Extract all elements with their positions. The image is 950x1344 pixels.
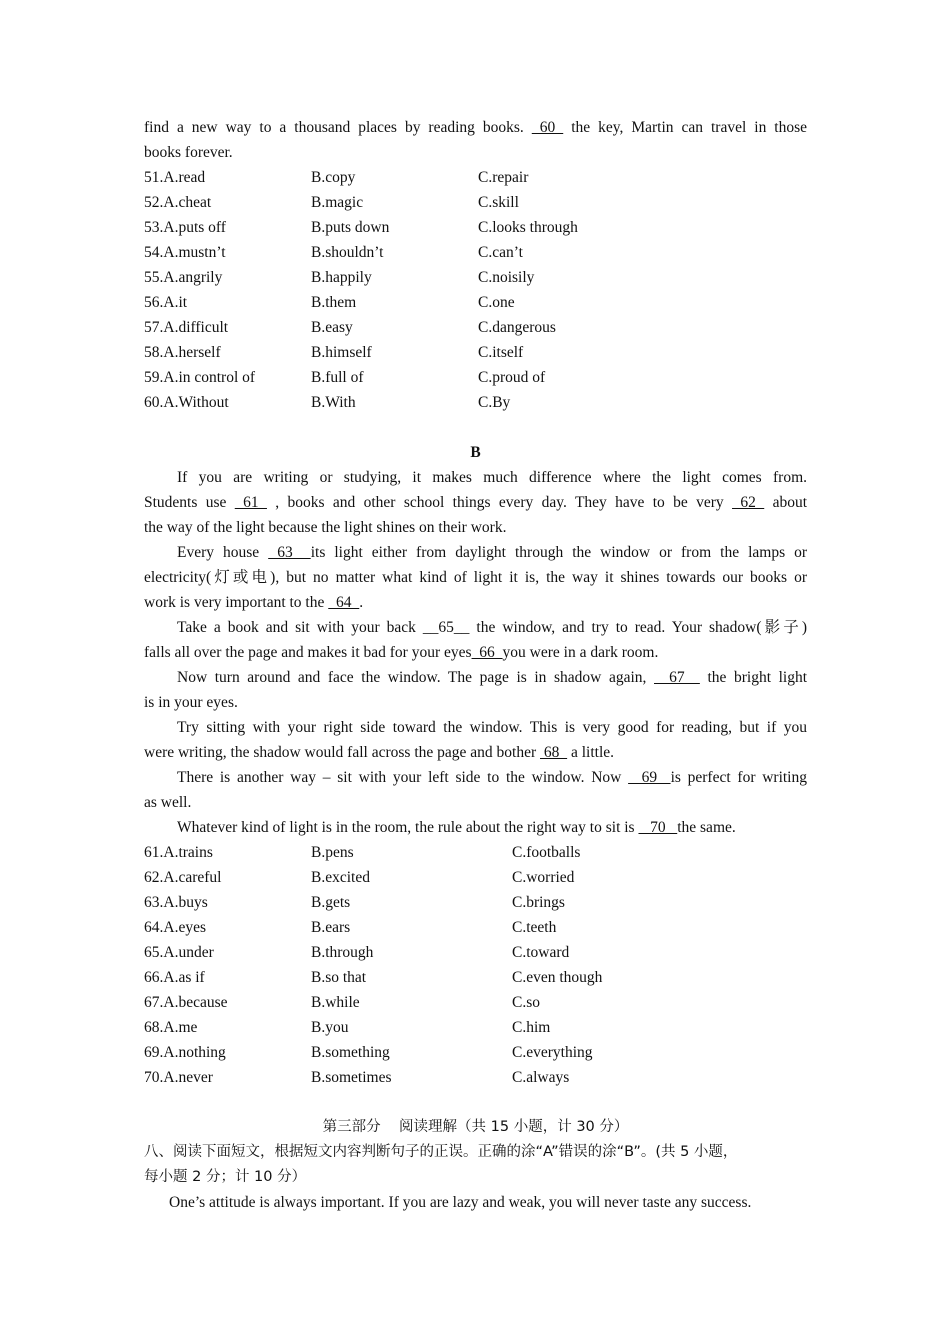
- passage-line: falls all over the page and makes it bad for your eyes 66 you were in a dark room.: [144, 644, 659, 661]
- blank-66[interactable]: 66: [471, 644, 503, 661]
- option-row: 58.A.herself B.himself C.itself: [144, 344, 524, 361]
- passage-line: the way of the light because the light shines on their work.: [144, 519, 507, 536]
- option-row: 62.A.careful B.excited C.worried: [144, 869, 575, 886]
- blank-69[interactable]: 69: [628, 769, 671, 786]
- passage-line: is in your eyes.: [144, 694, 238, 711]
- option-row: 56.A.it B.them C.one: [144, 294, 515, 311]
- option-row: 57.A.difficult B.easy C.dangerous: [144, 319, 556, 336]
- passage-line: Whatever kind of light is in the room, the rule about the right way to sit is 70 the same.: [177, 819, 736, 836]
- blank-70[interactable]: 70: [638, 819, 678, 836]
- document-page: [144, 115, 807, 1215]
- passage-line: Try sitting with your right side toward the window. This is very good for reading, but if you: [177, 719, 807, 736]
- passage-line: Students use 61 , books and other school things every day. They have to be very 62 about: [144, 494, 808, 511]
- blank-61[interactable]: 61: [234, 494, 267, 511]
- options-b-list: [144, 840, 807, 1090]
- part3-heading: 第三部分 阅读理解（共 15 小题，计 30 分）: [322, 1119, 629, 1135]
- blank-62[interactable]: 62: [732, 494, 765, 511]
- blank-60[interactable]: 60: [531, 119, 564, 136]
- passage-line: One’s attitude is always important. If you are lazy and weak, you will never taste any success.: [169, 1194, 752, 1211]
- passage-line: Now turn around and face the window. The page is in shadow again, 67 the bright light: [177, 669, 808, 686]
- passage-line: Every house 63 its light either from daylight through the window or from the lamps or: [177, 544, 808, 561]
- passage-line: electricity(灯或电), but no matter what kind of light it is, the way it shines towards our books or: [144, 569, 807, 586]
- option-row: 69.A.nothing B.something C.everything: [144, 1044, 593, 1061]
- options-a-list: [144, 165, 807, 415]
- option-row: 70.A.never B.sometimes C.always: [144, 1069, 570, 1086]
- option-row: 66.A.as if B.so that C.even though: [144, 969, 603, 986]
- passage-line: If you are writing or studying, it makes much difference where the light comes from.: [177, 469, 807, 486]
- part3-instruction: 每小题 2 分；计 10 分）: [144, 1169, 307, 1185]
- blank-65[interactable]: __65__: [422, 619, 470, 636]
- option-row: 61.A.trains B.pens C.footballs: [144, 844, 581, 861]
- option-row: 52.A.cheat B.magic C.skill: [144, 194, 519, 211]
- passage-a-line: books forever.: [144, 144, 233, 161]
- option-row: 51.A.read B.copy C.repair: [144, 169, 529, 186]
- passage-line: were writing, the shadow would fall across the page and bother 68 a little.: [144, 744, 615, 761]
- passage-line: work is very important to the 64 .: [144, 594, 364, 611]
- option-row: 55.A.angrily B.happily C.noisily: [144, 269, 535, 286]
- blank-68[interactable]: 68: [540, 744, 568, 761]
- option-row: 53.A.puts off B.puts down C.looks through: [144, 219, 578, 236]
- passage-line: Take a book and sit with your back __65__ the window, and try to read. Your shadow(影子): [177, 619, 807, 636]
- option-row: 63.A.buys B.gets C.brings: [144, 894, 565, 911]
- option-row: 65.A.under B.through C.toward: [144, 944, 570, 961]
- blank-64[interactable]: 64: [328, 594, 360, 611]
- option-row: 59.A.in control of B.full of C.proud of: [144, 369, 546, 386]
- part3-instruction: 八、阅读下面短文，根据短文内容判断句子的正误。正确的涂“A”错误的涂“B”。(共 5 小题，: [144, 1144, 738, 1160]
- passage-line: as well.: [144, 794, 192, 811]
- option-row: 68.A.me B.you C.him: [144, 1019, 551, 1036]
- passage-b: [144, 465, 807, 840]
- option-row: 54.A.mustn’t B.shouldn’t C.can’t: [144, 244, 523, 261]
- passage-line: There is another way – sit with your left side to the window. Now 69 is perfect for writing: [177, 769, 807, 786]
- option-row: 67.A.because B.while C.so: [144, 994, 540, 1011]
- passage-a-line: find a new way to a thousand places by reading books. 60 the key, Martin can travel in those: [144, 119, 808, 136]
- option-row: 64.A.eyes B.ears C.teeth: [144, 919, 557, 936]
- blank-63[interactable]: 63: [268, 544, 311, 561]
- section-b-title: B: [470, 444, 481, 461]
- blank-67[interactable]: 67: [654, 669, 700, 686]
- option-row: 60.A.Without B.With C.By: [144, 394, 511, 411]
